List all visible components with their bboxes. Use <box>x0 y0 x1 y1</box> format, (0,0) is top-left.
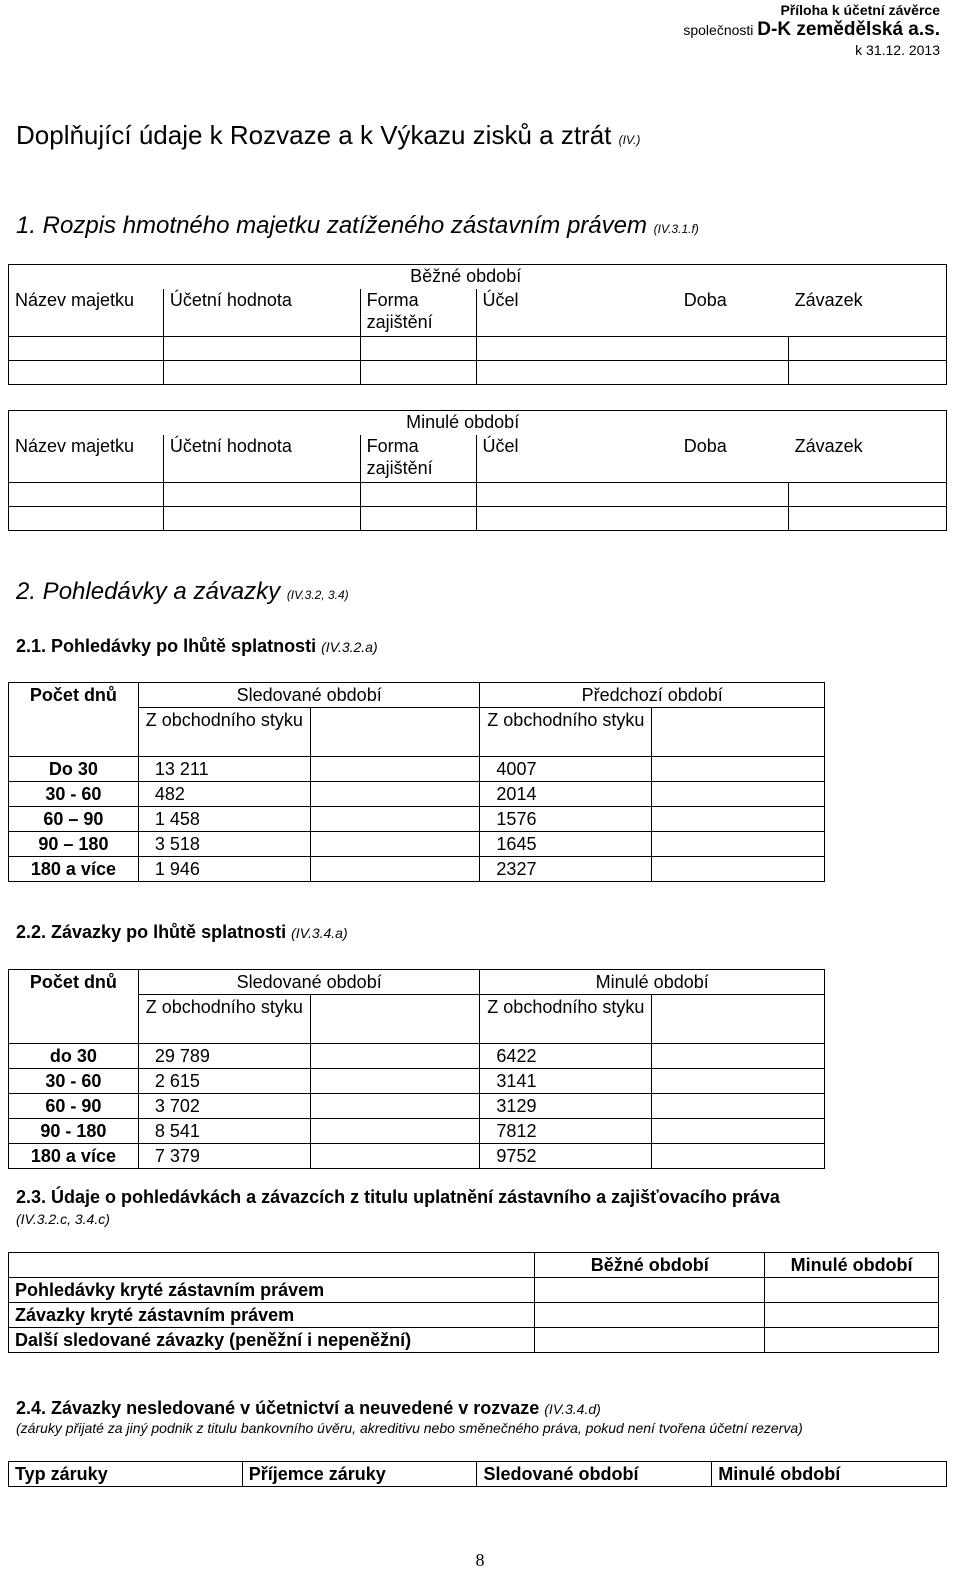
row-empty <box>652 782 825 807</box>
col-previous: Minulé období <box>480 970 825 995</box>
row-empty <box>310 832 480 857</box>
row-days: do 30 <box>9 1044 139 1069</box>
document-header <box>683 0 940 60</box>
row-current-value: 1 458 <box>138 807 310 832</box>
table-row <box>9 1328 939 1353</box>
row-previous-value: 9752 <box>480 1144 652 1169</box>
row-current-value: 7 379 <box>138 1144 310 1169</box>
row-empty <box>310 757 480 782</box>
section22-table <box>8 969 825 1169</box>
row-previous-value: 4007 <box>480 757 652 782</box>
page-title-text: Doplňující údaje k Rozvaze a k Výkazu zisků a ztrát <box>16 120 612 150</box>
col-current: Sledované období <box>138 683 480 708</box>
row-empty <box>652 1044 825 1069</box>
row-current-value: 2 615 <box>138 1069 310 1094</box>
table-row <box>9 361 947 385</box>
col-previous: Minulé období <box>765 1253 939 1278</box>
col-liability: Závazek <box>789 435 947 483</box>
sub-previous: Z obchodního styku <box>480 995 652 1020</box>
section23-ref: (IV.3.2.c, 3.4.c) <box>16 1211 110 1227</box>
row-empty <box>310 807 480 832</box>
table-row <box>9 832 825 857</box>
row-empty <box>652 857 825 882</box>
row-empty <box>310 1094 480 1119</box>
table-row <box>9 1069 825 1094</box>
row-previous-value: 3129 <box>480 1094 652 1119</box>
section24-title-text: 2.4. Závazky nesledované v účetnictví a neuvedené v rozvaze <box>16 1398 540 1418</box>
row-days: 90 – 180 <box>9 832 139 857</box>
row-previous-value: 3141 <box>480 1069 652 1094</box>
section22-ref: (IV.3.4.a) <box>291 925 348 941</box>
section2-ref: (IV.3.2, 3.4) <box>286 588 349 602</box>
row-days: 90 - 180 <box>9 1119 139 1144</box>
row-empty <box>310 857 480 882</box>
table-row <box>9 337 947 361</box>
header-date: k 31.12. 2013 <box>855 42 940 58</box>
table-row <box>9 857 825 882</box>
col-days: Počet dnů <box>9 970 139 1044</box>
section2-title-text: 2. Pohledávky a závazky <box>16 578 281 605</box>
row-label: Další sledované závazky (peněžní i nepeněžní) <box>9 1328 535 1353</box>
row-current-value: 3 518 <box>138 832 310 857</box>
section21-title <box>16 636 378 657</box>
row-empty <box>652 1094 825 1119</box>
section1-previous-table <box>8 410 947 531</box>
table-row <box>9 1094 825 1119</box>
row-label: Pohledávky kryté zástavním právem <box>9 1278 535 1303</box>
table-row <box>9 807 825 832</box>
section1-previous-period: Minulé období <box>360 411 946 435</box>
col-purpose: Účel <box>476 435 678 483</box>
sub-previous: Z obchodního styku <box>480 708 652 733</box>
col-term: Doba <box>678 435 789 483</box>
table-row <box>9 1278 939 1303</box>
row-current-value: 482 <box>138 782 310 807</box>
row-current-value: 8 541 <box>138 1119 310 1144</box>
header-company: D-K zemědělská a.s. <box>757 19 940 40</box>
row-days: Do 30 <box>9 757 139 782</box>
row-empty <box>310 1119 480 1144</box>
row-empty <box>652 1069 825 1094</box>
col-asset-name: Název majetku <box>9 435 164 483</box>
page-title <box>16 120 640 151</box>
row-days: 30 - 60 <box>9 1069 139 1094</box>
section1-ref: (IV.3.1.f) <box>653 222 699 236</box>
col-term: Doba <box>678 289 789 337</box>
row-empty <box>652 1144 825 1169</box>
section1-current-period: Běžné období <box>360 265 946 289</box>
row-previous-value: 2327 <box>480 857 652 882</box>
row-empty <box>310 1069 480 1094</box>
sub-current: Z obchodního styku <box>138 708 310 733</box>
col-current: Běžné období <box>535 1253 765 1278</box>
row-previous-value: 6422 <box>480 1044 652 1069</box>
row-current-value: 13 211 <box>138 757 310 782</box>
row-label: Závazky kryté zástavním právem <box>9 1303 535 1328</box>
row-previous-value: 2014 <box>480 782 652 807</box>
header-line2 <box>683 20 940 40</box>
table-row <box>9 757 825 782</box>
col-guarantee-type: Typ záruky <box>9 1462 243 1487</box>
page-number: 8 <box>475 1550 485 1570</box>
row-days: 60 – 90 <box>9 807 139 832</box>
section21-title-text: 2.1. Pohledávky po lhůtě splatnosti <box>16 636 317 656</box>
table-row <box>9 507 947 531</box>
section24-table <box>8 1461 947 1487</box>
col-book-value: Účetní hodnota <box>163 435 360 483</box>
col-previous: Předchozí období <box>480 683 825 708</box>
row-empty <box>310 1144 480 1169</box>
section21-ref: (IV.3.2.a) <box>321 639 378 655</box>
section24-title <box>16 1398 601 1419</box>
section23-title: 2.3. Údaje o pohledávkách a závazcích z titulu uplatnění zástavního a zajišťovacího práva <box>16 1187 780 1207</box>
section24-ref: (IV.3.4.d) <box>544 1401 601 1417</box>
col-security-form: Forma zajištění <box>360 435 476 483</box>
row-empty <box>652 807 825 832</box>
col-book-value: Účetní hodnota <box>163 289 360 337</box>
row-empty <box>652 757 825 782</box>
row-days: 30 - 60 <box>9 782 139 807</box>
table-row <box>9 1044 825 1069</box>
row-empty <box>310 1044 480 1069</box>
row-current-value: 3 702 <box>138 1094 310 1119</box>
row-days: 180 a více <box>9 857 139 882</box>
row-current-value: 1 946 <box>138 857 310 882</box>
section21-table <box>8 682 825 882</box>
col-previous: Minulé období <box>712 1462 947 1487</box>
section1-title-text: 1. Rozpis hmotného majetku zatíženého zástavním právem <box>16 212 647 239</box>
row-days: 180 a více <box>9 1144 139 1169</box>
row-current-value: 29 789 <box>138 1044 310 1069</box>
row-days: 60 - 90 <box>9 1094 139 1119</box>
sub-current: Z obchodního styku <box>138 995 310 1020</box>
table-row <box>9 1144 825 1169</box>
col-guarantee-recipient: Příjemce záruky <box>242 1462 477 1487</box>
table-row <box>9 1303 939 1328</box>
section22-title-text: 2.2. Závazky po lhůtě splatnosti <box>16 922 287 942</box>
section24-note: (záruky přijaté za jiný podnik z titulu bankovního úvěru, akreditivu nebo směnečného práva, pokud není tvořena účetní rezerva) <box>16 1420 803 1436</box>
header-line1: Příloha k účetní závěrce <box>780 2 940 18</box>
page-title-ref: (IV.) <box>618 133 641 147</box>
col-days: Počet dnů <box>9 683 139 757</box>
table-row <box>9 483 947 507</box>
col-asset-name: Název majetku <box>9 289 164 337</box>
section1-current-table <box>8 264 947 385</box>
section22-title <box>16 922 348 943</box>
header-prefix: společnosti <box>683 22 754 38</box>
row-previous-value: 1645 <box>480 832 652 857</box>
row-empty <box>652 1119 825 1144</box>
section2-title <box>16 578 349 606</box>
col-current: Sledované období <box>477 1462 712 1487</box>
row-empty <box>310 782 480 807</box>
table-row <box>9 1119 825 1144</box>
row-empty <box>652 832 825 857</box>
section23-table <box>8 1252 939 1353</box>
col-purpose: Účel <box>476 289 678 337</box>
col-liability: Závazek <box>789 289 947 337</box>
col-current: Sledované období <box>138 970 480 995</box>
col-security-form: Forma zajištění <box>360 289 476 337</box>
row-previous-value: 1576 <box>480 807 652 832</box>
section1-title <box>16 212 699 240</box>
table-row <box>9 782 825 807</box>
row-previous-value: 7812 <box>480 1119 652 1144</box>
